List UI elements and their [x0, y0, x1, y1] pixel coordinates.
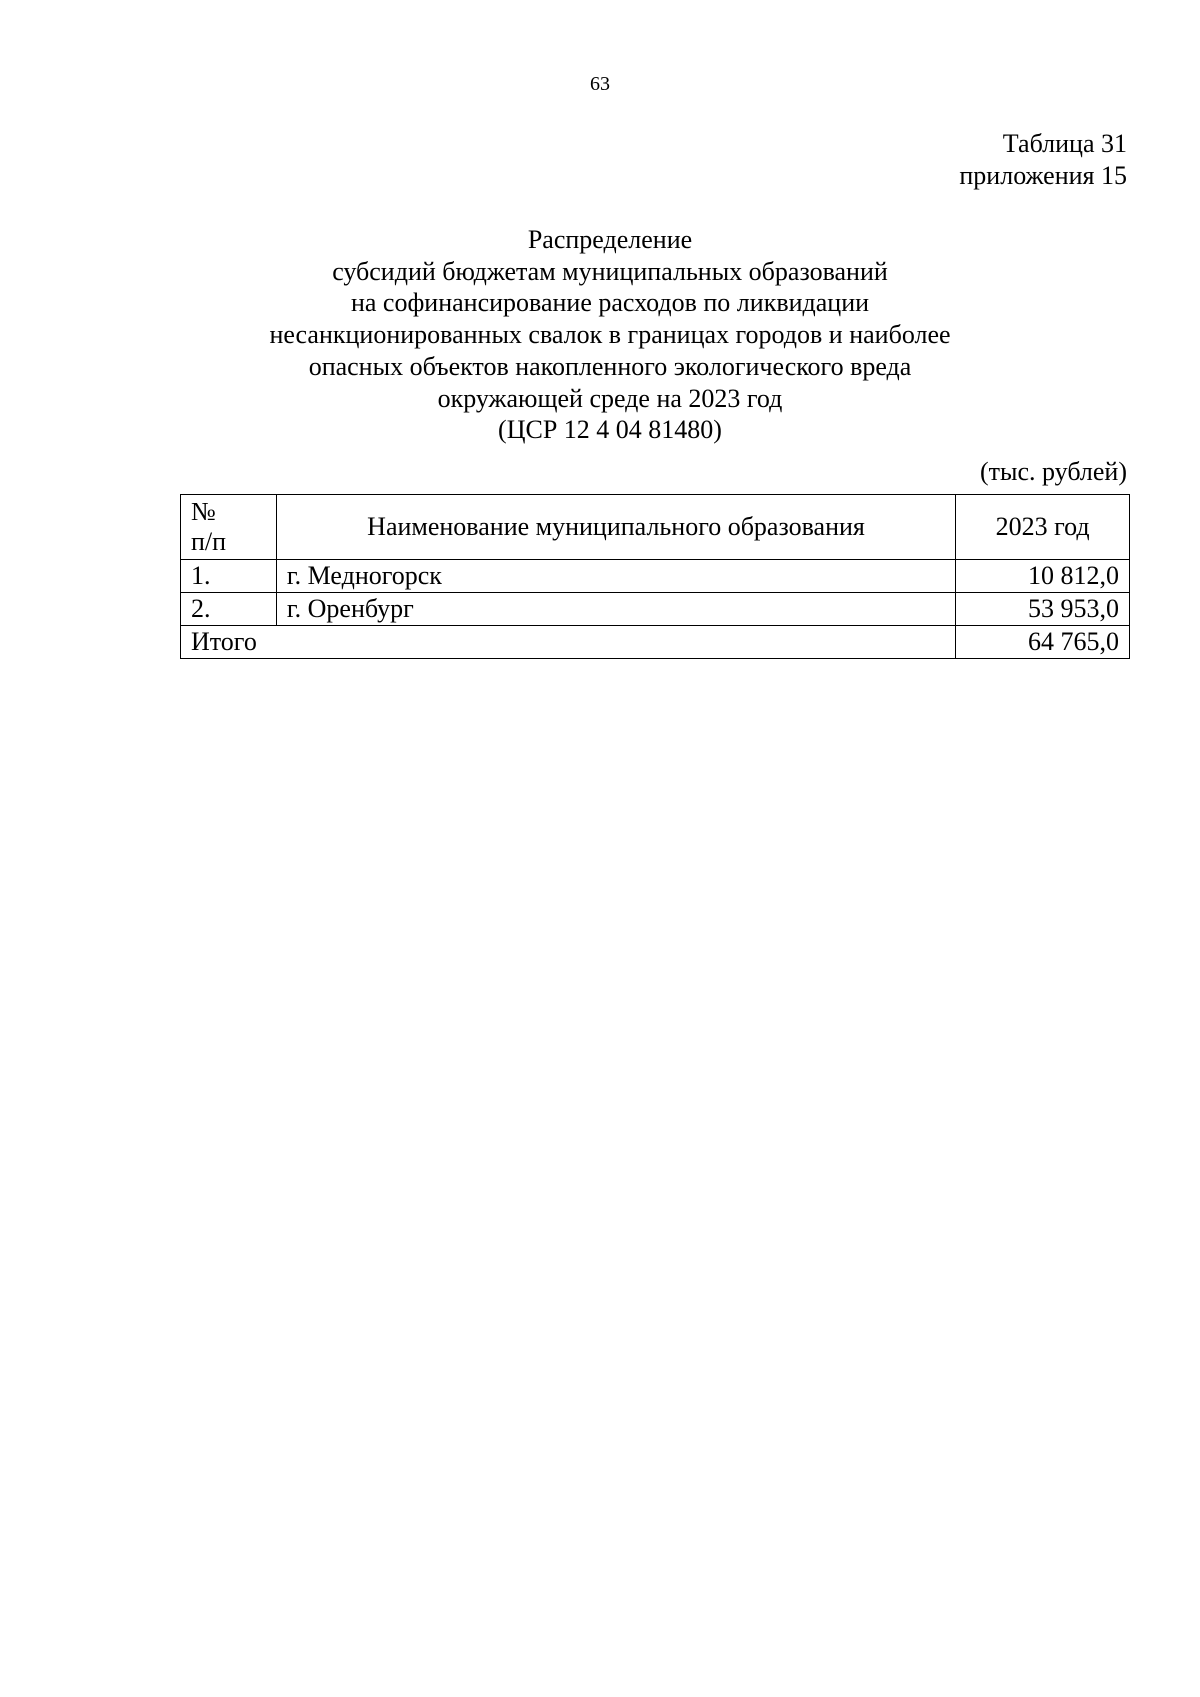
- row-municipality: г. Оренбург: [276, 593, 955, 626]
- header-number: [181, 495, 277, 560]
- title-line: окружающей среде на 2023 год: [437, 383, 783, 413]
- header-number-line-2: п/п: [191, 527, 227, 556]
- table-reference-line-2: приложения 15: [959, 161, 1127, 190]
- table-reference-line-1: Таблица 31: [1002, 129, 1127, 158]
- units-label: (тыс. рублей): [979, 457, 1127, 486]
- table-row: [181, 593, 1130, 626]
- document-title: [180, 224, 1040, 446]
- title-line: Распределение: [527, 225, 693, 254]
- row-value: 53 953,0: [956, 593, 1130, 626]
- row-number: 2.: [181, 593, 277, 626]
- title-line: несанкционированных свалок в границах городов и наиболее: [269, 320, 951, 350]
- table-reference: [959, 128, 1127, 192]
- total-value: 64 765,0: [956, 626, 1130, 659]
- table-row: [181, 560, 1130, 593]
- row-value: 10 812,0: [956, 560, 1130, 593]
- title-line: на софинансирование расходов по ликвидации: [350, 288, 870, 318]
- row-number: 1.: [181, 560, 277, 593]
- header-name: Наименование муниципального образования: [276, 495, 955, 560]
- allocation-table: [180, 494, 1130, 659]
- total-label: Итого: [181, 626, 956, 659]
- page-number: 63: [590, 73, 610, 95]
- table-total-row: [181, 626, 1130, 659]
- row-municipality: г. Медногорск: [276, 560, 955, 593]
- title-line: (ЦСР 12 4 04 81480): [498, 415, 722, 445]
- title-line: опасных объектов накопленного экологического вреда: [308, 351, 912, 381]
- header-year: 2023 год: [956, 495, 1130, 560]
- table-header-row: [181, 495, 1130, 560]
- title-line: субсидий бюджетам муниципальных образований: [332, 256, 888, 286]
- header-number-line-1: №: [191, 497, 216, 526]
